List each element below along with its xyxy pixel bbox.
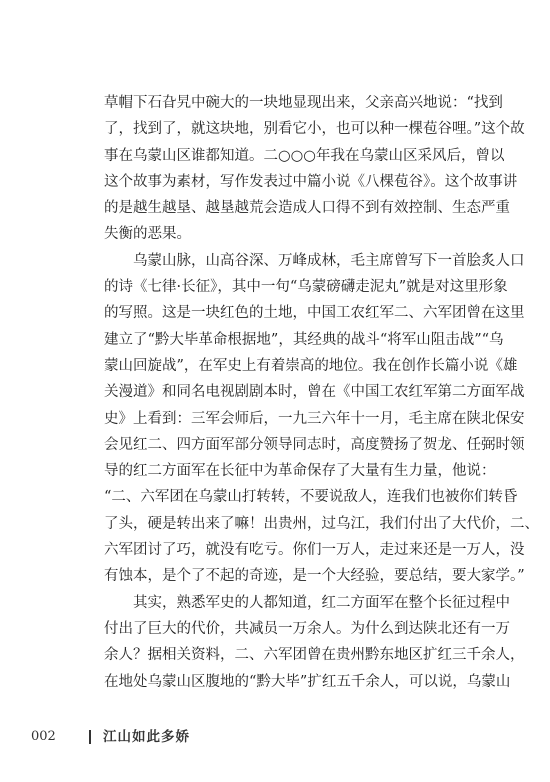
paragraph-first-line: 其实，熟悉军史的人都知道，红二方面军在整个长征过程中 bbox=[133, 594, 510, 611]
text-line: 在地处乌蒙山区腹地的“黔大毕”扩红五千余人，可以说，乌蒙山 bbox=[104, 673, 511, 690]
text-line: 的诗《七律·长征》，其中一句“乌蒙磅礴走泥丸”就是对这里形象 bbox=[104, 279, 508, 296]
text-line: 的是越生越垦、越垦越荒会造成人口得不到有效控制、生态严重 bbox=[104, 200, 510, 217]
text-line: 有蚀本，是个了不起的奇迹，是一个大经验，要总结，要大家学。” bbox=[104, 568, 525, 585]
text-line: “二、六军团在乌蒙山打转转，不要说敌人，连我们也被你们转昏 bbox=[104, 489, 518, 506]
text-line: 余人？据相关资料，二、六军团曾在贵州黔东地区扩红三千余人， bbox=[104, 647, 525, 664]
text-line: 了头，硬是转出来了嘛！出贵州，过乌江，我们付出了大代价，二、 bbox=[104, 515, 539, 532]
body-text bbox=[104, 90, 539, 695]
running-title: 江山如此多娇 bbox=[103, 729, 190, 745]
text-line: 蒙山回旋战”，在军史上有着崇高的地位。我在创作长篇小说《雄 bbox=[104, 357, 518, 374]
text-line: 失衡的恶果。 bbox=[104, 226, 191, 243]
page-footer bbox=[0, 722, 550, 752]
text-line: 建立了“黔大毕革命根据地”，其经典的战斗“将军山阻击战”“乌 bbox=[104, 331, 504, 348]
text-line: 付出了巨大的代价，共减员一万余人。为什么到达陕北还有一万 bbox=[104, 620, 510, 637]
paragraph-first-line: 乌蒙山脉，山高谷深、万峰成林，毛主席曾写下一首脍炙人口 bbox=[133, 252, 525, 269]
text-line: 会见红二、四方面军部分领导同志时，高度赞扬了贺龙、任弼时领 bbox=[104, 436, 525, 453]
footer-divider bbox=[89, 730, 91, 744]
text-line: 这个故事为素材，写作发表过中篇小说《八棵苞谷》。这个故事讲 bbox=[104, 173, 518, 190]
text-line: 草帽下石旮旯中碗大的一块地显现出来，父亲高兴地说：“找到 bbox=[104, 95, 503, 111]
text-line: 事在乌蒙山区谁都知道。二○○○年我在乌蒙山区采风后，曾以 bbox=[104, 147, 505, 164]
text-line: 的写照。这是一块红色的土地，中国工农红军二、六军团曾在这里 bbox=[104, 305, 525, 322]
text-line: 导的红二方面军在长征中为革命保存了大量有生力量，他说： bbox=[104, 463, 496, 480]
text-line: 了，找到了，就这块地，别看它小，也可以种一棵苞谷哩。”这个故 bbox=[104, 121, 525, 138]
page-number: 002 bbox=[31, 729, 56, 744]
text-line: 史》上看到：三军会师后，一九三六年十一月，毛主席在陕北保安 bbox=[104, 410, 525, 427]
text-line: 六军团讨了巧，就没有吃亏。你们一万人，走过来还是一万人，没 bbox=[104, 542, 525, 559]
text-line: 关漫道》和同名电视剧剧本时，曾在《中国工农红军第二方面军战 bbox=[104, 384, 525, 401]
